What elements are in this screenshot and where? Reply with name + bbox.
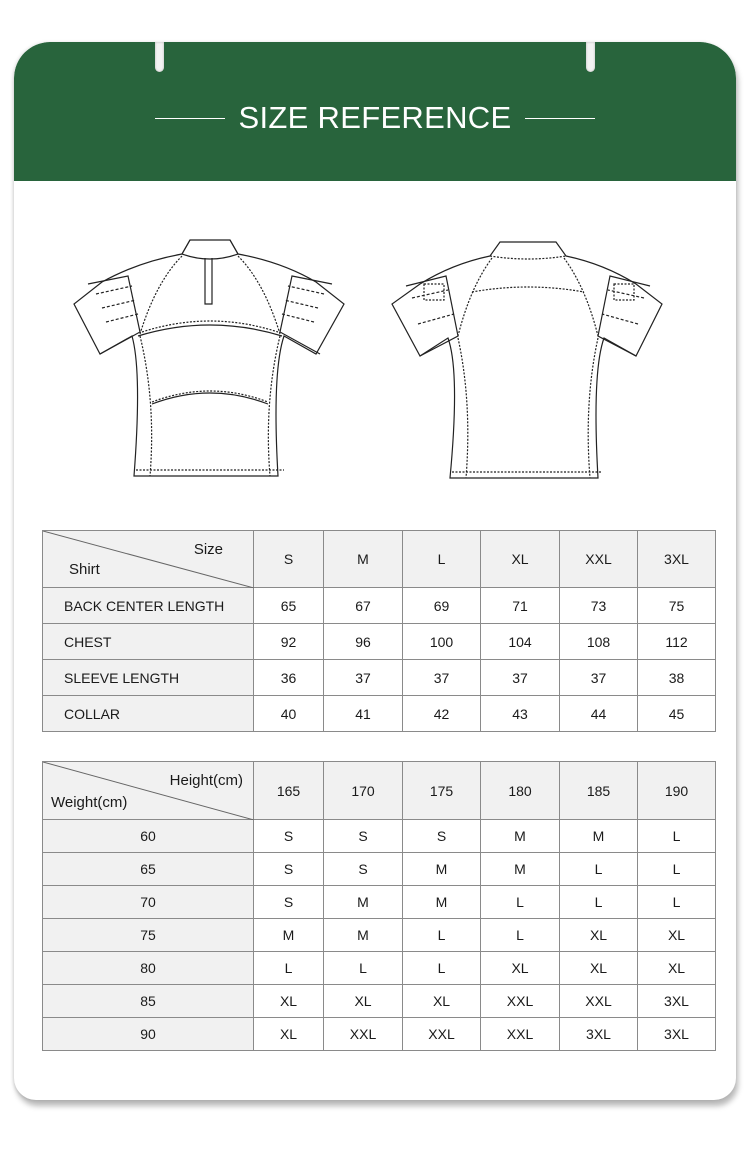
table-cell: XL (638, 919, 716, 952)
fit-header-row (43, 762, 716, 820)
table-cell: 3XL (638, 985, 716, 1018)
table-cell: S (254, 886, 324, 919)
table-cell: M (324, 919, 403, 952)
table-cell: M (560, 820, 638, 853)
corner-weight-label: Weight(cm) (51, 794, 128, 811)
table-cell: 44 (560, 696, 638, 732)
table-cell: 40 (254, 696, 324, 732)
table-cell: XL (481, 952, 560, 985)
table-cell: XL (638, 952, 716, 985)
fit-table (42, 761, 716, 1051)
table-cell: XL (560, 919, 638, 952)
table-cell: L (254, 952, 324, 985)
row-label: 70 (43, 886, 254, 919)
table-cell: M (403, 886, 481, 919)
corner-size-label: Size (193, 541, 223, 558)
table-cell: L (560, 853, 638, 886)
column-header: XXL (560, 531, 638, 588)
measurement-corner-cell (43, 531, 254, 588)
row-label: 65 (43, 853, 254, 886)
column-header: 180 (481, 762, 560, 820)
table-cell: 3XL (638, 1018, 716, 1051)
title-rule-right (525, 118, 595, 119)
table-cell: 37 (481, 660, 560, 696)
table-row (43, 952, 716, 985)
table-cell: 36 (254, 660, 324, 696)
table-cell: 3XL (560, 1018, 638, 1051)
fit-corner-cell (43, 762, 254, 820)
table-row (43, 624, 716, 660)
table-cell: 37 (403, 660, 481, 696)
table-cell: 42 (403, 696, 481, 732)
row-label: BACK CENTER LENGTH (43, 588, 254, 624)
table-cell: XL (403, 985, 481, 1018)
table-cell: S (254, 820, 324, 853)
table-cell: 43 (481, 696, 560, 732)
column-header: L (403, 531, 481, 588)
table-cell: L (638, 853, 716, 886)
table-cell: 73 (560, 588, 638, 624)
table-cell: M (403, 853, 481, 886)
table-cell: 65 (254, 588, 324, 624)
table-cell: L (638, 820, 716, 853)
table-row (43, 919, 716, 952)
column-header: 190 (638, 762, 716, 820)
table-cell: M (481, 820, 560, 853)
table-cell: 37 (324, 660, 403, 696)
measurement-table (42, 530, 716, 732)
table-row (43, 985, 716, 1018)
table-cell: L (638, 886, 716, 919)
table-cell: XL (254, 985, 324, 1018)
hanger-notch-right (586, 42, 595, 72)
table-cell: 100 (403, 624, 481, 660)
table-cell: 38 (638, 660, 716, 696)
table-cell: 108 (560, 624, 638, 660)
table-cell: S (324, 853, 403, 886)
table-cell: 96 (324, 624, 403, 660)
row-label: COLLAR (43, 696, 254, 732)
table-cell: 112 (638, 624, 716, 660)
table-row (43, 886, 716, 919)
header-banner (14, 42, 736, 181)
table-row (43, 853, 716, 886)
column-header: S (254, 531, 324, 588)
table-cell: M (324, 886, 403, 919)
table-cell: L (481, 886, 560, 919)
page-title: SIZE REFERENCE (238, 100, 512, 135)
table-cell: XXL (560, 985, 638, 1018)
table-cell: 41 (324, 696, 403, 732)
table-cell: L (560, 886, 638, 919)
table-cell: 71 (481, 588, 560, 624)
table-cell: L (481, 919, 560, 952)
table-cell: XXL (481, 1018, 560, 1051)
table-cell: L (324, 952, 403, 985)
table-cell: M (481, 853, 560, 886)
table-cell: 92 (254, 624, 324, 660)
table-cell: 75 (638, 588, 716, 624)
row-label: CHEST (43, 624, 254, 660)
shirt-back-illustration (390, 232, 666, 494)
column-header: 170 (324, 762, 403, 820)
table-cell: XXL (403, 1018, 481, 1051)
shirt-front-illustration (72, 232, 348, 494)
column-header: 175 (403, 762, 481, 820)
table-cell: 37 (560, 660, 638, 696)
table-cell: 67 (324, 588, 403, 624)
table-cell: S (254, 853, 324, 886)
corner-height-label: Height(cm) (169, 772, 243, 789)
hanger-notch-left (155, 42, 164, 72)
table-cell: M (254, 919, 324, 952)
table-cell: XL (560, 952, 638, 985)
table-cell: 45 (638, 696, 716, 732)
table-cell: XXL (324, 1018, 403, 1051)
table-cell: XL (254, 1018, 324, 1051)
table-row (43, 660, 716, 696)
table-cell: S (324, 820, 403, 853)
table-row (43, 696, 716, 732)
table-row (43, 820, 716, 853)
table-cell: XL (324, 985, 403, 1018)
column-header: 185 (560, 762, 638, 820)
table-row (43, 1018, 716, 1051)
table-cell: 104 (481, 624, 560, 660)
row-label: 90 (43, 1018, 254, 1051)
row-label: 80 (43, 952, 254, 985)
measurement-header-row (43, 531, 716, 588)
table-cell: L (403, 919, 481, 952)
column-header: M (324, 531, 403, 588)
shirt-figures (14, 220, 736, 500)
row-label: 85 (43, 985, 254, 1018)
row-label: SLEEVE LENGTH (43, 660, 254, 696)
row-label: 60 (43, 820, 254, 853)
title-rule-left (155, 118, 225, 119)
table-cell: S (403, 820, 481, 853)
table-row (43, 588, 716, 624)
row-label: 75 (43, 919, 254, 952)
table-cell: 69 (403, 588, 481, 624)
column-header: 165 (254, 762, 324, 820)
corner-shirt-label: Shirt (69, 561, 100, 578)
table-cell: XXL (481, 985, 560, 1018)
table-cell: L (403, 952, 481, 985)
column-header: 3XL (638, 531, 716, 588)
column-header: XL (481, 531, 560, 588)
